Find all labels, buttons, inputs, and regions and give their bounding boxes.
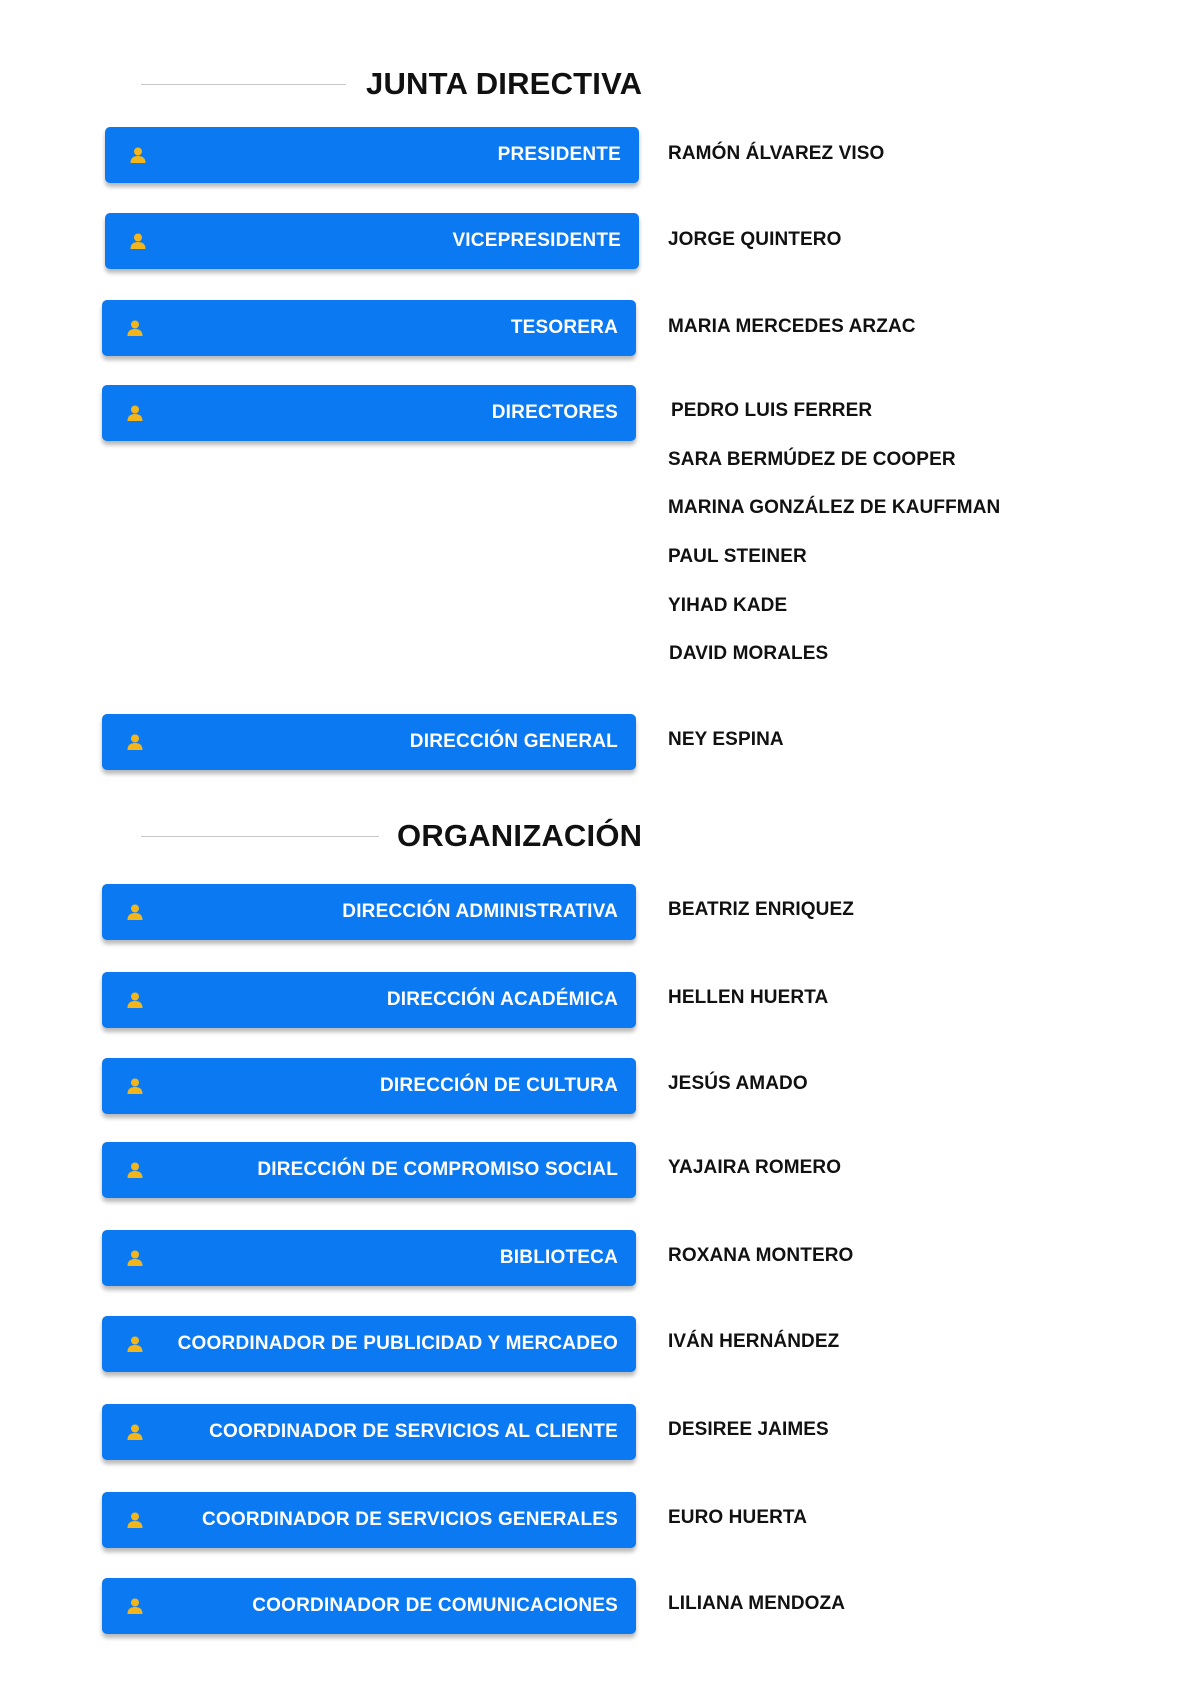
- role-label: VICEPRESIDENTE: [452, 230, 621, 251]
- role-label: COORDINADOR DE SERVICIOS GENERALES: [201, 1509, 618, 1530]
- member-name: MARINA GONZÁLEZ DE KAUFFMAN: [668, 497, 1001, 518]
- member-name: PAUL STEINER: [668, 546, 807, 567]
- user-icon: [126, 903, 144, 921]
- user-icon: [126, 319, 144, 337]
- section-divider: [141, 836, 379, 837]
- role-button-directores[interactable]: [102, 385, 636, 441]
- member-name: SARA BERMÚDEZ DE COOPER: [668, 449, 956, 470]
- member-name: HELLEN HUERTA: [668, 987, 829, 1008]
- role-button-direccion-general[interactable]: [102, 714, 636, 770]
- user-icon: [129, 146, 147, 164]
- role-label: DIRECCIÓN ADMINISTRATIVA: [342, 901, 618, 922]
- role-label: DIRECCIÓN DE COMPROMISO SOCIAL: [257, 1159, 618, 1180]
- user-icon: [126, 1161, 144, 1179]
- user-icon: [126, 1597, 144, 1615]
- role-label: DIRECCIÓN GENERAL: [409, 731, 618, 752]
- member-name: MARIA MERCEDES ARZAC: [668, 316, 916, 337]
- role-label: PRESIDENTE: [497, 144, 621, 165]
- section-divider: [141, 84, 346, 85]
- role-label: TESORERA: [510, 317, 618, 338]
- role-button-direccion-administrativa[interactable]: [102, 884, 636, 940]
- member-name: YAJAIRA ROMERO: [668, 1157, 842, 1178]
- member-name: DESIREE JAIMES: [668, 1419, 829, 1440]
- user-icon: [126, 1423, 144, 1441]
- role-button-biblioteca[interactable]: [102, 1230, 636, 1286]
- section-title-organizacion: ORGANIZACIÓN: [397, 818, 643, 853]
- role-label: COORDINADOR DE PUBLICIDAD Y MERCADEO: [177, 1333, 618, 1354]
- member-name: ROXANA MONTERO: [668, 1245, 854, 1266]
- role-label: DIRECCIÓN DE CULTURA: [380, 1075, 618, 1096]
- role-label: DIRECTORES: [491, 402, 618, 423]
- role-button-servicios-cliente[interactable]: [102, 1404, 636, 1460]
- member-name: LILIANA MENDOZA: [668, 1593, 846, 1614]
- role-button-servicios-generales[interactable]: [102, 1492, 636, 1548]
- role-button-compromiso-social[interactable]: [102, 1142, 636, 1198]
- member-name: YIHAD KADE: [668, 595, 788, 616]
- user-icon: [126, 1335, 144, 1353]
- member-name: EURO HUERTA: [668, 1507, 808, 1528]
- user-icon: [126, 733, 144, 751]
- role-button-vicepresidente[interactable]: [105, 213, 639, 269]
- member-name: NEY ESPINA: [668, 729, 784, 750]
- user-icon: [126, 1249, 144, 1267]
- member-name: DAVID MORALES: [669, 643, 829, 664]
- role-button-direccion-cultura[interactable]: [102, 1058, 636, 1114]
- role-button-publicidad-mercadeo[interactable]: [102, 1316, 636, 1372]
- role-button-comunicaciones[interactable]: [102, 1578, 636, 1634]
- role-label: DIRECCIÓN ACADÉMICA: [386, 989, 618, 1010]
- role-label: COORDINADOR DE SERVICIOS AL CLIENTE: [209, 1421, 618, 1442]
- member-name: IVÁN HERNÁNDEZ: [668, 1331, 840, 1352]
- member-name: PEDRO LUIS FERRER: [671, 400, 873, 421]
- role-button-presidente[interactable]: [105, 127, 639, 183]
- section-heading-organizacion: [141, 818, 642, 854]
- member-name: JORGE QUINTERO: [668, 229, 842, 250]
- role-label: COORDINADOR DE COMUNICACIONES: [252, 1595, 618, 1616]
- member-name: JESÚS AMADO: [668, 1073, 808, 1094]
- user-icon: [126, 991, 144, 1009]
- member-name: BEATRIZ ENRIQUEZ: [668, 899, 854, 920]
- user-icon: [126, 404, 144, 422]
- section-title-junta: JUNTA DIRECTIVA: [366, 66, 643, 101]
- user-icon: [129, 232, 147, 250]
- section-heading-junta: [141, 66, 642, 102]
- role-button-direccion-academica[interactable]: [102, 972, 636, 1028]
- role-button-tesorera[interactable]: [102, 300, 636, 356]
- member-name: RAMÓN ÁLVAREZ VISO: [668, 143, 885, 164]
- role-label: BIBLIOTECA: [499, 1247, 618, 1268]
- user-icon: [126, 1511, 144, 1529]
- user-icon: [126, 1077, 144, 1095]
